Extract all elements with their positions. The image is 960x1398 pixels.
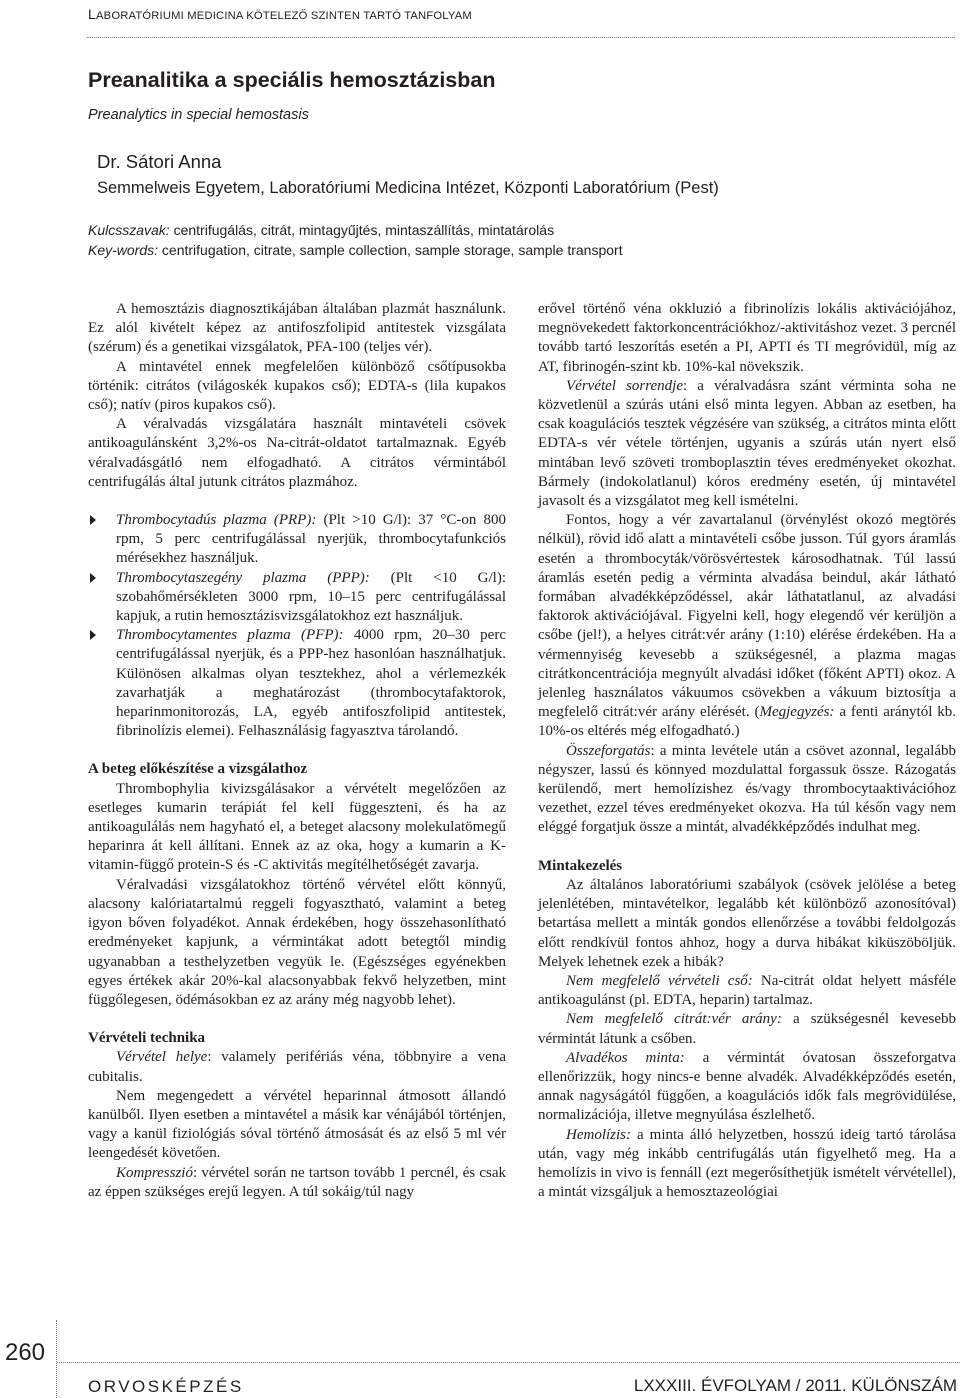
- paragraph: [538, 972, 956, 1010]
- list-item-prp: [88, 511, 506, 569]
- paragraph-text: a vérmintát óvatosan összeforgatva ellenőrizzük, hogy nincs-e benne alvadék. Alvadékképződés esetén, annak nagyságától függően, a koagulációs idők fals megrövidülése, normalizációja, illetve megnyúlása észlelhető.: [538, 1049, 956, 1124]
- footer-divider: [57, 1362, 960, 1363]
- run-in-term: Vérvétel sorrendje: [566, 377, 684, 394]
- footer-journal-name: ORVOSKÉPZÉS: [88, 1377, 244, 1396]
- triangle-bullet-icon: [90, 573, 96, 583]
- footer-vertical-divider: [56, 1320, 57, 1398]
- list-item-ppp: [88, 569, 506, 627]
- paragraph: erővel történő véna okkluzió a fibrinolízis lokális aktivációjához, megnövekedett faktorkoncentrációkhoz/-aktivitáshoz vezet. 3 percnél tovább tartó leszorítás esetén a PI, APTI és TI megróvidül, míg az AT, fibrinogén-szint kb. 10%-kal növekszik.: [538, 301, 956, 375]
- section-heading: Mintakezelés: [538, 857, 623, 874]
- keywords-hungarian: [88, 222, 948, 238]
- paragraph-text: a minta álló helyzetben, hosszú ideig tartó tárolása után, vagy még inkább centrifugálás után figyelhető meg. Ha a hemolízis in vivo is fennáll (ezt megerősíthetjük ismételt vérvétellel), a mintát vizsgáljuk a hemosztazeológiai: [538, 1126, 956, 1201]
- paragraph: A hemosztázis diagnosztikájában általában plazmát használunk. Ez alól kivételt képez az antifoszfolipid antitestek vizsgálata (szérum) és a genetikai vizsgálatok, PFA-100 (teljes vér).: [88, 301, 506, 356]
- section-heading: Vérvételi technika: [88, 1030, 206, 1047]
- paragraph: A mintavétel ennek megfelelően különböző csőtípusokba történik: citrátos (világoskék kupakos cső); EDTA-s (lila kupakos cső); natív (piros kupakos cső).: [88, 358, 506, 414]
- paragraph-text: : vérvétel során ne tartson tovább 1 percnél, és csak az éppen szükséges erejű legyen. A túl sokáig/túl nagy: [88, 1164, 506, 1200]
- paragraph: Véralvadási vizsgálatokhoz történő vérvétel előtt könnyű, alacsony kalóriatartalmú reggeli fogyasztható, valamint a beteg igyon bőven folyadékot. Annak érdekében, hogy összehasonlítható eredményeket kapjunk, a vérmintákat adott betegtől mindig ugyanabban a testhelyzetben vegyük le. (Egészséges egyénekben egyes értékek akár 20%-kal alacsonyabbak fekvő helyzetben, mint függőlegesen, ödémásokban ez az arány még nagyobb lehet).: [88, 876, 506, 1008]
- paragraph-text: Na-citrát oldat helyett másféle antikoagulánst (pl. EDTA, heparin) tartalmaz.: [538, 972, 957, 1009]
- triangle-bullet-icon: [90, 630, 96, 640]
- keywords-hu-text: centrifugálás, citrát, mintagyűjtés, mintaszállítás, mintatárolás: [169, 222, 555, 238]
- author-name: Dr. Sátori Anna: [97, 151, 222, 172]
- author-affiliation: Semmelweis Egyetem, Laboratóriumi Medicina Intézet, Központi Laboratórium (Pest): [97, 179, 719, 197]
- list-item-pfp: [88, 626, 506, 741]
- run-in-term: Vérvétel helye: [116, 1049, 208, 1066]
- run-in-term: Összeforgatás: [566, 742, 651, 759]
- run-in-term: Nem megfelelő vérvételi cső:: [566, 972, 753, 989]
- paragraph-text: : valamely perifériás véna, többnyire a vena cubitalis.: [88, 1049, 506, 1085]
- list-item-text: (Plt >10 G/l): 37 °C-on 800 rpm, 5 perc centrifugálással nyerjük, thrombocytafunkciós mérésekhez használjuk.: [116, 512, 506, 567]
- run-in-term: Megjegyzés:: [759, 704, 835, 721]
- paragraph: [538, 742, 956, 838]
- running-header-text: ABORATÓRIUMI MEDICINA KÖTELEZŐ SZINTEN TARTÓ TANFOLYAM: [96, 10, 472, 22]
- keywords-en-text: centrifugation, citrate, sample collection, sample storage, sample transport: [158, 242, 623, 258]
- paragraph: [88, 1164, 506, 1202]
- page-number: 260: [4, 1339, 46, 1366]
- run-in-term: Nem megfelelő citrát:vér arány:: [566, 1011, 782, 1028]
- right-column: [538, 300, 956, 1202]
- run-in-term: Kompresszió: [116, 1164, 193, 1181]
- paragraph-text: : a minta levétele után a csövet azonnal, legalább négyszer, lassú és könnyed mozdulattal forgassuk össze. Rázogatás kerülendő, mert hemolízishez és/vagy thrombocytaaktivációhoz vezethet, ezzel téves eredményeket okozva. Ha túl későn vagy nem eléggé forgatjuk össze a mintát, alvadékképződés indulhat meg.: [538, 742, 956, 836]
- paragraph-text: a fenti aránytól kb. 10%-os eltérés még elfogadható.): [538, 704, 956, 740]
- paragraph-text: a szükségesnél kevesebb vérmintát látunk a csőben.: [538, 1011, 956, 1047]
- article-title: Preanalitika a speciális hemosztázisban: [88, 68, 496, 92]
- list-item-text: 4000 rpm, 20–30 perc centrifugálással nyerjük, és a PPP-hez hasonlóan használhatjuk. Különösen alkalmas olyan tesztekhez, ahol a vérlemezkék zavarhatják a meghatározást (thrombocytafaktorok, heparinmonitorozás, LA, egyéb antifoszfolipid antitestek, fibrinolízis elemei). Felhasználásig fagyasztva tárolandó.: [116, 627, 506, 740]
- paragraph: [538, 377, 956, 511]
- paragraph: A véralvadás vizsgálatára használt mintavételi csövek antikoagulánsként 3,2%-os Na-citrát-oldatot tartalmaznak. Egyéb véralvadásgátló nem elfogadható. A citrátos vérmintából centrifugálás által jutunk citrátos plazmához.: [88, 416, 506, 490]
- triangle-bullet-icon: [90, 515, 96, 525]
- paragraph: Az általános laboratóriumi szabályok (csövek jelölése a beteg jelenlétében, mintavételkor, legalább két különböző azonosítóval) betartása mellett a minták gondos ellenőrzése a további feldolgozás előtt rendkívül fontos ahhoz, hogy a durva hibákat kiküszöböljük. Melyek lehetnek ezek a hibák?: [538, 876, 956, 970]
- paragraph: Nem megengedett a vérvétel heparinnal átmosott állandó kanülből. Ilyen esetben a mintavétel a másik kar vénájából történjen, vagy a kanül fiziológiás sóval történő átmosását és az első 5 ml vér leengedését követően.: [88, 1087, 506, 1162]
- list-item-term: Thrombocytadús plazma (PRP):: [116, 512, 317, 529]
- article-subtitle: Preanalytics in special hemostasis: [88, 107, 309, 123]
- run-in-term: Hemolízis:: [566, 1126, 631, 1143]
- header-divider: [87, 37, 955, 38]
- list-item-term: Thrombocytaszegény plazma (PPP):: [116, 569, 370, 586]
- paragraph: [88, 1048, 506, 1086]
- paragraph: [538, 1010, 956, 1048]
- list-item-text: (Plt <10 G/l): szobahőmérsékleten 3000 rpm, 10–15 perc centrifugálással kapjuk, a rutin hemosztázisvizsgálatokhoz ezt használjuk.: [116, 569, 506, 625]
- section-heading: A beteg előkészítése a vizsgálathoz: [88, 761, 308, 778]
- running-header-initial: L: [88, 6, 96, 22]
- paragraph: [538, 511, 956, 741]
- footer-issue: LXXXIII. ÉVFOLYAM / 2011. KÜLÖNSZÁM: [633, 1376, 957, 1395]
- paragraph-text: : a véralvadásra szánt vérminta soha ne közvetlenül a szúrás utáni első minta legyen. Abban az esetben, ha csak koagulációs tesztek végzésére van szükség, a citrátos minta előtt EDTA-s vér vétele történjen, ugyanis a szúrás után nyert első mintában levő szöveti tromboplasztin téves eredményeket okozhat. Bármely (indokolatlanul) kóros eredmény esetén, új mintavétel javasolt és a vizsgálatot meg kell ismételni.: [538, 377, 956, 510]
- keywords-hu-label: Kulcsszavak:: [88, 222, 170, 238]
- paragraph-text: Fontos, hogy a vér zavartalanul (örvénylést okozó megtörés nélkül), rövid idő alatt a mintavételi csőbe jusson. Túl gyors áramlás esetén a thrombocyták/vörösvértestek károsodhatnak. Túl lassú áramlás esetén pedig a vérminta alvadása beindul, akár látható formában alvadékképződéssel, akár láthatatlanul, az alvadási faktorok aktivációjával. Figyelni kell, hogy elegendő vér kerüljön a csőbe (jel!), a helyes citrát:vér arány (1:10) elérése érdekében. Ha a vérmennyiség kevesebb a szükségesnél, a plazma magas citrátkoncentrációja megnyúlt alvadási időket (főként APTI) okoz. A jelenleg használatos vákuumos csövekben a vákuum biztosítja a megfelelő citrát:vér arány elérését. (: [538, 512, 956, 721]
- left-column: [88, 300, 506, 1202]
- paragraph: [538, 1126, 956, 1203]
- run-in-term: Alvadékos minta:: [566, 1049, 685, 1066]
- paragraph: [538, 1049, 956, 1126]
- running-header: [88, 6, 948, 22]
- keywords-en-label: Key-words:: [88, 242, 159, 258]
- keywords-english: [88, 242, 948, 258]
- list-item-term: Thrombocytamentes plazma (PFP):: [116, 627, 344, 644]
- paragraph: Thrombophylia kivizsgálásakor a vérvételt megelőzően az esetleges kumarin terápiát fel kell függeszteni, és ha az antikoagulálás nem hagyható el, a beteget alacsony molekulatömegű heparinra át kell állítani. Ennek az az oka, hogy a kumarin a K-vitamin-függő protein-S és -C aktivitás megítélhetőségét zavarja.: [88, 780, 506, 874]
